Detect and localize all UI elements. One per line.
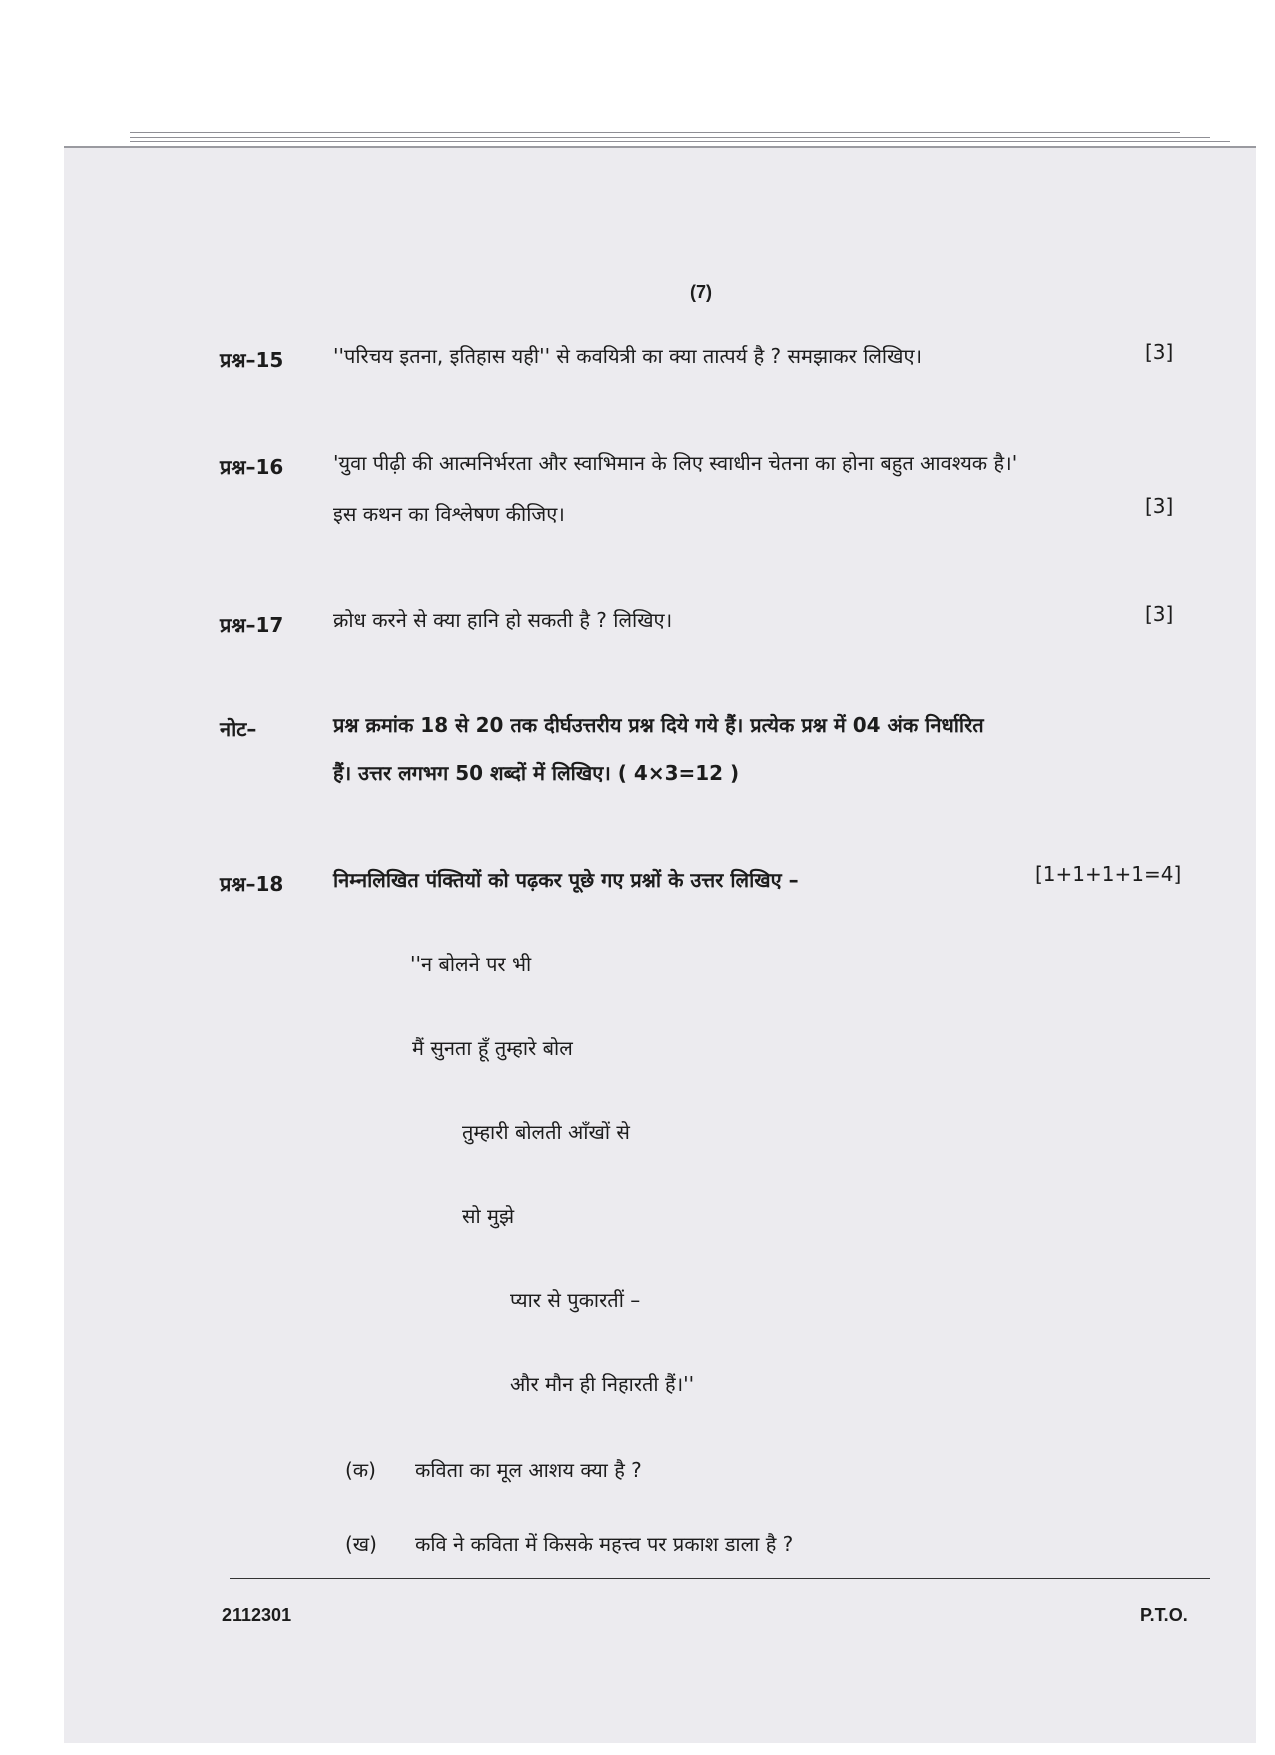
subquestion-label: (क) (345, 1458, 376, 1482)
question-16-label: प्रश्न–16 (220, 455, 284, 479)
poem-line: सो मुझे (462, 1204, 515, 1228)
note-line-2: हैं। उत्तर लगभग 50 शब्दों में लिखिए। ( 4×3=12 ) (333, 761, 740, 785)
question-15-label: प्रश्न–15 (220, 348, 284, 372)
question-18-text: निम्नलिखित पंक्तियों को पढ़कर पूछे गए प्रश्नों के उत्तर लिखिए – (333, 868, 799, 892)
footer-rule (230, 1578, 1210, 1579)
paper-code: 2112301 (222, 1605, 292, 1625)
question-18-marks: [1+1+1+1=4] (1035, 862, 1182, 886)
question-18-label: प्रश्न–18 (220, 872, 284, 896)
note-label: नोट– (220, 717, 257, 741)
subquestion-text: कवि ने कविता में किसके महत्त्व पर प्रकाश डाला है ? (415, 1532, 794, 1556)
poem-line: और मौन ही निहारती हैं।'' (510, 1372, 695, 1396)
question-17-text: क्रोध करने से क्या हानि हो सकती है ? लिखिए। (333, 608, 673, 632)
subquestion-label: (ख) (345, 1532, 377, 1556)
question-17-label: प्रश्न–17 (220, 613, 284, 637)
poem-line: ''न बोलने पर भी (410, 952, 532, 976)
note-line-1: प्रश्न क्रमांक 18 से 20 तक दीर्घउत्तरीय प्रश्न दिये गये हैं। प्रत्येक प्रश्न में 04 अंक निर्धारित (333, 713, 984, 737)
question-16-line-2: इस कथन का विश्लेषण कीजिए। (333, 502, 565, 526)
poem-line: मैं सुनता हूँ तुम्हारे बोल (412, 1036, 573, 1060)
please-turn-over: P.T.O. (1140, 1605, 1188, 1625)
subquestion-text: कविता का मूल आशय क्या है ? (415, 1458, 642, 1482)
poem-line: प्यार से पुकारतीं – (510, 1288, 641, 1312)
question-15-text: ''परिचय इतना, इतिहास यही'' से कवयित्री का क्या तात्पर्य है ? समझाकर लिखिए। (333, 344, 923, 368)
question-15-marks: [3] (1145, 340, 1174, 364)
question-16-marks: [3] (1145, 494, 1174, 518)
question-16-line-1: 'युवा पीढ़ी की आत्मनिर्भरता और स्वाभिमान के लिए स्वाधीन चेतना का होना बहुत आवश्यक है।' (333, 451, 1018, 475)
exam-sheet (64, 146, 1256, 1743)
question-17-marks: [3] (1145, 602, 1174, 626)
page-number: (7) (690, 282, 712, 302)
paper-edge-line (130, 132, 1180, 133)
paper-edge-line (130, 137, 1210, 138)
paper-edge-line (130, 141, 1230, 142)
poem-line: तुम्हारी बोलती आँखों से (462, 1120, 630, 1144)
